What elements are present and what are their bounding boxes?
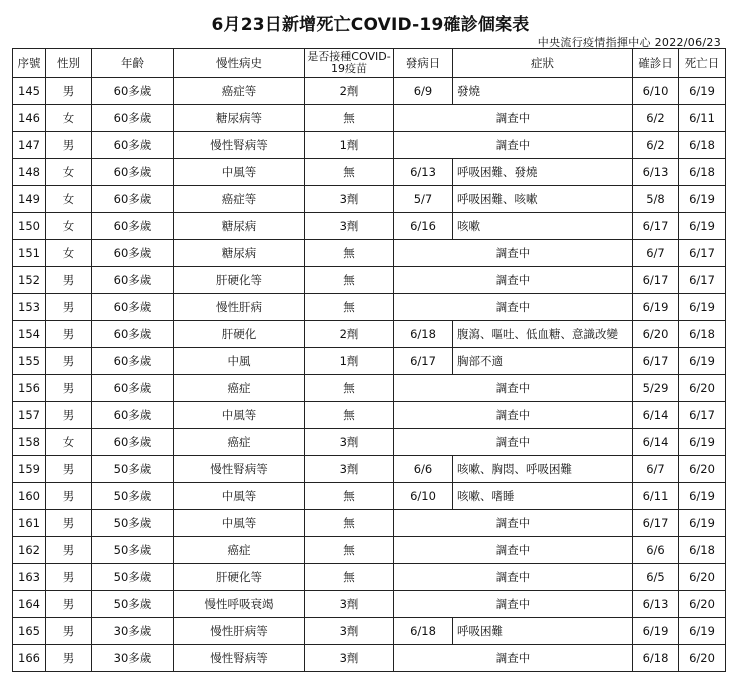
cell-vaccine: 3劑 [305, 456, 394, 483]
cell-onset: 6/9 [394, 78, 453, 105]
header-vaccine [305, 49, 394, 78]
cell-confirm: 6/18 [633, 645, 679, 672]
cell-death: 6/20 [679, 456, 726, 483]
cell-death: 6/20 [679, 591, 726, 618]
cell-chronic: 慢性呼吸衰竭 [174, 591, 305, 618]
cell-seq: 150 [13, 213, 46, 240]
cell-death: 6/18 [679, 537, 726, 564]
cell-age: 60多歲 [92, 267, 174, 294]
cell-age: 60多歲 [92, 105, 174, 132]
cell-death: 6/19 [679, 618, 726, 645]
cell-gender: 女 [46, 105, 92, 132]
cell-gender: 女 [46, 186, 92, 213]
cell-symptoms: 呼吸困難、發燒 [453, 159, 633, 186]
cell-seq: 162 [13, 537, 46, 564]
cell-seq: 156 [13, 375, 46, 402]
cell-seq: 165 [13, 618, 46, 645]
cell-age: 60多歲 [92, 240, 174, 267]
cell-confirm: 6/17 [633, 267, 679, 294]
cell-seq: 146 [13, 105, 46, 132]
cell-confirm: 6/7 [633, 240, 679, 267]
cell-chronic: 癌症等 [174, 186, 305, 213]
cell-seq: 149 [13, 186, 46, 213]
cell-gender: 女 [46, 240, 92, 267]
header-gender: 性別 [46, 49, 92, 78]
cell-symptoms: 胸部不適 [453, 348, 633, 375]
cell-vaccine: 3劑 [305, 213, 394, 240]
cell-gender: 男 [46, 483, 92, 510]
cell-age: 50多歲 [92, 483, 174, 510]
cell-gender: 男 [46, 321, 92, 348]
cell-chronic: 慢性腎病等 [174, 456, 305, 483]
cases-table [12, 48, 726, 672]
cell-confirm: 6/14 [633, 429, 679, 456]
cell-vaccine: 無 [305, 240, 394, 267]
cell-age: 30多歲 [92, 645, 174, 672]
cell-confirm: 6/6 [633, 537, 679, 564]
cell-symptoms: 呼吸困難、咳嗽 [453, 186, 633, 213]
cell-gender: 女 [46, 159, 92, 186]
table-row [13, 267, 726, 294]
cell-symptoms: 腹瀉、嘔吐、低血糖、意識改變 [453, 321, 633, 348]
table-row [13, 645, 726, 672]
cell-symptoms: 調查中 [394, 591, 633, 618]
header-confirm: 確診日 [633, 49, 679, 78]
cell-symptoms: 調查中 [394, 510, 633, 537]
cell-seq: 164 [13, 591, 46, 618]
cell-death: 6/19 [679, 429, 726, 456]
cell-vaccine: 無 [305, 159, 394, 186]
cell-chronic: 慢性肝病 [174, 294, 305, 321]
cell-seq: 152 [13, 267, 46, 294]
cell-symptoms: 調查中 [394, 294, 633, 321]
cell-death: 6/19 [679, 510, 726, 537]
cell-chronic: 肝硬化等 [174, 564, 305, 591]
cell-death: 6/20 [679, 564, 726, 591]
table-row [13, 213, 726, 240]
cell-vaccine: 3劑 [305, 618, 394, 645]
cell-gender: 男 [46, 537, 92, 564]
cell-death: 6/18 [679, 321, 726, 348]
cell-vaccine: 2劑 [305, 78, 394, 105]
cell-age: 50多歲 [92, 510, 174, 537]
table-row [13, 537, 726, 564]
cell-vaccine: 無 [305, 510, 394, 537]
cell-death: 6/19 [679, 78, 726, 105]
cell-age: 60多歲 [92, 159, 174, 186]
cell-symptoms: 呼吸困難 [453, 618, 633, 645]
cell-confirm: 6/19 [633, 294, 679, 321]
table-row [13, 375, 726, 402]
cell-seq: 154 [13, 321, 46, 348]
cell-gender: 男 [46, 402, 92, 429]
cell-chronic: 糖尿病等 [174, 105, 305, 132]
cell-confirm: 6/19 [633, 618, 679, 645]
cell-symptoms: 調查中 [394, 645, 633, 672]
cell-symptoms: 調查中 [394, 267, 633, 294]
cell-gender: 男 [46, 132, 92, 159]
cell-symptoms: 調查中 [394, 564, 633, 591]
cell-chronic: 癌症 [174, 537, 305, 564]
page-title: 6月23日新增死亡COVID-19確診個案表 [211, 15, 530, 35]
cell-gender: 男 [46, 591, 92, 618]
cell-age: 50多歲 [92, 456, 174, 483]
cell-confirm: 6/17 [633, 348, 679, 375]
cell-seq: 151 [13, 240, 46, 267]
cell-age: 60多歲 [92, 429, 174, 456]
cell-seq: 158 [13, 429, 46, 456]
cell-chronic: 中風等 [174, 510, 305, 537]
cell-death: 6/20 [679, 645, 726, 672]
cell-symptoms: 調查中 [394, 402, 633, 429]
cell-age: 50多歲 [92, 564, 174, 591]
cell-chronic: 肝硬化等 [174, 267, 305, 294]
cell-onset: 6/16 [394, 213, 453, 240]
cell-seq: 166 [13, 645, 46, 672]
cell-gender: 男 [46, 78, 92, 105]
cell-age: 60多歲 [92, 321, 174, 348]
header-vaccine-line1: 是否接種COVID- [307, 50, 391, 63]
cell-seq: 159 [13, 456, 46, 483]
cell-symptoms: 調查中 [394, 429, 633, 456]
cell-death: 6/11 [679, 105, 726, 132]
cell-seq: 153 [13, 294, 46, 321]
cell-seq: 147 [13, 132, 46, 159]
cell-symptoms: 咳嗽、胸悶、呼吸困難 [453, 456, 633, 483]
cell-onset: 6/10 [394, 483, 453, 510]
cell-death: 6/18 [679, 159, 726, 186]
cell-death: 6/20 [679, 375, 726, 402]
cell-vaccine: 無 [305, 375, 394, 402]
cell-gender: 男 [46, 456, 92, 483]
cell-death: 6/19 [679, 186, 726, 213]
cell-confirm: 6/10 [633, 78, 679, 105]
header-symptoms: 症狀 [453, 49, 633, 78]
cell-chronic: 癌症等 [174, 78, 305, 105]
cell-gender: 男 [46, 564, 92, 591]
cell-death: 6/18 [679, 132, 726, 159]
cell-death: 6/19 [679, 213, 726, 240]
cell-vaccine: 3劑 [305, 645, 394, 672]
cell-chronic: 中風等 [174, 483, 305, 510]
cell-symptoms: 調查中 [394, 537, 633, 564]
cell-seq: 155 [13, 348, 46, 375]
header-chronic: 慢性病史 [174, 49, 305, 78]
cell-death: 6/19 [679, 294, 726, 321]
cell-vaccine: 1劑 [305, 348, 394, 375]
cell-onset: 6/18 [394, 618, 453, 645]
cell-symptoms: 咳嗽、嗜睡 [453, 483, 633, 510]
cell-confirm: 5/8 [633, 186, 679, 213]
cell-vaccine: 無 [305, 267, 394, 294]
cell-gender: 男 [46, 348, 92, 375]
table-row [13, 321, 726, 348]
cell-age: 60多歲 [92, 402, 174, 429]
cell-confirm: 6/20 [633, 321, 679, 348]
cell-age: 50多歲 [92, 537, 174, 564]
cell-seq: 163 [13, 564, 46, 591]
cell-confirm: 6/11 [633, 483, 679, 510]
cell-chronic: 肝硬化 [174, 321, 305, 348]
header-seq: 序號 [13, 49, 46, 78]
cell-symptoms: 調查中 [394, 105, 633, 132]
cell-chronic: 癌症 [174, 429, 305, 456]
cell-confirm: 6/14 [633, 402, 679, 429]
cell-gender: 女 [46, 429, 92, 456]
cell-age: 60多歲 [92, 348, 174, 375]
cell-onset: 6/17 [394, 348, 453, 375]
cell-seq: 160 [13, 483, 46, 510]
cell-confirm: 6/13 [633, 159, 679, 186]
cell-seq: 161 [13, 510, 46, 537]
cell-age: 30多歲 [92, 618, 174, 645]
cell-confirm: 6/5 [633, 564, 679, 591]
cell-vaccine: 無 [305, 564, 394, 591]
header-row [13, 49, 726, 78]
cell-symptoms: 咳嗽 [453, 213, 633, 240]
cell-chronic: 癌症 [174, 375, 305, 402]
table-row [13, 78, 726, 105]
cell-symptoms: 發燒 [453, 78, 633, 105]
cell-chronic: 中風 [174, 348, 305, 375]
source-line: 中央流行疫情指揮中心 2022/06/23 [537, 36, 721, 49]
cell-chronic: 糖尿病 [174, 240, 305, 267]
table-row [13, 132, 726, 159]
cell-seq: 157 [13, 402, 46, 429]
table-row [13, 591, 726, 618]
cell-confirm: 5/29 [633, 375, 679, 402]
cell-symptoms: 調查中 [394, 240, 633, 267]
cell-gender: 女 [46, 213, 92, 240]
header-death: 死亡日 [679, 49, 726, 78]
cell-vaccine: 無 [305, 483, 394, 510]
cell-gender: 男 [46, 375, 92, 402]
table-row [13, 186, 726, 213]
cell-vaccine: 2劑 [305, 321, 394, 348]
cell-seq: 145 [13, 78, 46, 105]
cell-vaccine: 無 [305, 537, 394, 564]
cell-vaccine: 無 [305, 294, 394, 321]
cell-gender: 男 [46, 267, 92, 294]
cell-confirm: 6/2 [633, 105, 679, 132]
header-onset: 發病日 [394, 49, 453, 78]
cell-chronic: 慢性腎病等 [174, 132, 305, 159]
cell-age: 60多歲 [92, 294, 174, 321]
table-row [13, 429, 726, 456]
table-row [13, 105, 726, 132]
cell-vaccine: 無 [305, 105, 394, 132]
cell-seq: 148 [13, 159, 46, 186]
cell-vaccine: 1劑 [305, 132, 394, 159]
cell-onset: 6/18 [394, 321, 453, 348]
table-row [13, 510, 726, 537]
cell-vaccine: 3劑 [305, 186, 394, 213]
cell-confirm: 6/7 [633, 456, 679, 483]
cell-death: 6/19 [679, 483, 726, 510]
table-row [13, 348, 726, 375]
cell-chronic: 慢性肝病等 [174, 618, 305, 645]
cell-symptoms: 調查中 [394, 375, 633, 402]
cell-gender: 男 [46, 510, 92, 537]
cell-confirm: 6/17 [633, 510, 679, 537]
cell-age: 60多歲 [92, 186, 174, 213]
cell-vaccine: 3劑 [305, 591, 394, 618]
cell-age: 60多歲 [92, 78, 174, 105]
cell-onset: 5/7 [394, 186, 453, 213]
cell-vaccine: 3劑 [305, 429, 394, 456]
cell-age: 60多歲 [92, 375, 174, 402]
cell-age: 50多歲 [92, 591, 174, 618]
table-row [13, 294, 726, 321]
header-vaccine-line2: 19疫苗 [331, 62, 367, 75]
table-row [13, 240, 726, 267]
cell-gender: 男 [46, 618, 92, 645]
cell-death: 6/17 [679, 402, 726, 429]
table-row [13, 483, 726, 510]
cell-confirm: 6/2 [633, 132, 679, 159]
cell-death: 6/17 [679, 240, 726, 267]
cell-gender: 男 [46, 294, 92, 321]
cell-death: 6/19 [679, 348, 726, 375]
cell-death: 6/17 [679, 267, 726, 294]
cell-confirm: 6/17 [633, 213, 679, 240]
cell-onset: 6/6 [394, 456, 453, 483]
cell-age: 60多歲 [92, 213, 174, 240]
cell-gender: 男 [46, 645, 92, 672]
cell-age: 60多歲 [92, 132, 174, 159]
cell-chronic: 慢性腎病等 [174, 645, 305, 672]
table-row [13, 564, 726, 591]
cell-chronic: 中風等 [174, 402, 305, 429]
cell-vaccine: 無 [305, 402, 394, 429]
table-row [13, 618, 726, 645]
header-age: 年齡 [92, 49, 174, 78]
cell-symptoms: 調查中 [394, 132, 633, 159]
cell-chronic: 糖尿病 [174, 213, 305, 240]
cell-chronic: 中風等 [174, 159, 305, 186]
cell-onset: 6/13 [394, 159, 453, 186]
cell-confirm: 6/13 [633, 591, 679, 618]
table-body [13, 78, 726, 672]
table-row [13, 159, 726, 186]
table-row [13, 456, 726, 483]
table-row [13, 402, 726, 429]
